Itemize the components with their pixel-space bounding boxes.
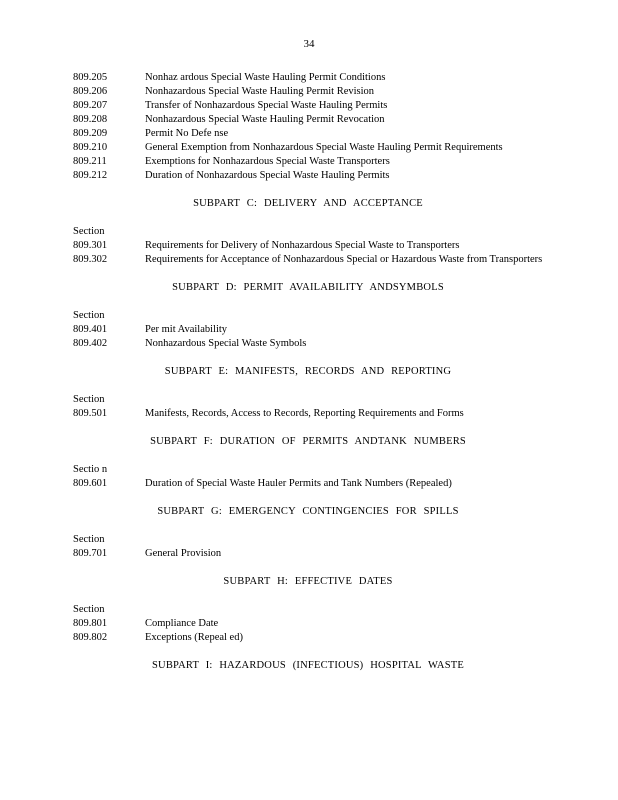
section-label: Sectio n [73, 464, 108, 475]
subpart-heading: SUBPART E: MANIFESTS, RECORDS AND REPORTING [164, 366, 452, 377]
section-number: 809.701 [73, 548, 108, 559]
section-title: Requirements for Acceptance of Nonhazardous Special or Hazardous Waste from Transporters [145, 254, 543, 265]
page-number: 34 [303, 38, 315, 50]
section-title: Nonhazardous Special Waste Hauling Permit Revision [145, 86, 375, 97]
section-title: Permit No Defe nse [145, 128, 229, 139]
section-title: Nonhazardous Special Waste Symbols [145, 338, 307, 349]
table-of-contents [73, 71, 543, 687]
section-number: 809.208 [73, 114, 108, 125]
section-title: Compliance Date [145, 618, 219, 629]
section-group [73, 435, 543, 491]
section-number: 809.801 [73, 618, 108, 629]
section-title: Requirements for Delivery of Nonhazardous Special Waste to Transporters [145, 240, 460, 251]
section-title: Nonhaz ardous Special Waste Hauling Permit Conditions [145, 72, 386, 83]
section-group [73, 365, 543, 421]
toc-entry [73, 239, 543, 253]
toc-entry [73, 337, 543, 351]
section-number: 809.301 [73, 240, 108, 251]
toc-entry [73, 617, 543, 631]
toc-entry [73, 547, 543, 561]
toc-entry [73, 141, 543, 155]
section-number: 809.212 [73, 170, 108, 181]
section-title: Exemptions for Nonhazardous Special Waste Transporters [145, 156, 390, 167]
subpart-heading: SUBPART F: DURATION OF PERMITS ANDTANK NUMBERS [150, 436, 466, 447]
subpart-heading: SUBPART D: PERMIT AVAILABILITY ANDSYMBOLS [172, 282, 444, 293]
section-number: 809.211 [73, 156, 107, 167]
subpart-heading: SUBPART C: DELIVERY AND ACCEPTANCE [193, 198, 423, 209]
section-number: 809.206 [73, 86, 108, 97]
section-title: Exceptions (Repeal ed) [145, 632, 243, 643]
section-title: Manifests, Records, Access to Records, Reporting Requirements and Forms [145, 408, 464, 419]
section-group [73, 575, 543, 645]
toc-entry [73, 113, 543, 127]
section-label: Section [73, 604, 105, 615]
toc-entry [73, 253, 543, 267]
toc-entry [73, 477, 543, 491]
toc-entry [73, 85, 543, 99]
toc-entry [73, 323, 543, 337]
section-title: Nonhazardous Special Waste Hauling Permit Revocation [145, 114, 385, 125]
section-title: General Provision [145, 548, 222, 559]
subpart-heading: SUBPART G: EMERGENCY CONTINGENCIES FOR SPILLS [157, 506, 459, 517]
section-title: Duration of Special Waste Hauler Permits and Tank Numbers (Repealed) [145, 478, 452, 489]
section-label: Section [73, 534, 105, 545]
section-number: 809.207 [73, 100, 108, 111]
section-group [73, 71, 543, 183]
section-number: 809.401 [73, 324, 108, 335]
section-title: Transfer of Nonhazardous Special Waste Hauling Permits [145, 100, 388, 111]
section-title: General Exemption from Nonhazardous Special Waste Hauling Permit Requirements [145, 142, 503, 153]
section-title: Per mit Availability [145, 324, 228, 335]
section-group [73, 659, 543, 673]
section-number: 809.802 [73, 632, 108, 643]
section-title: Duration of Nonhazardous Special Waste Hauling Permits [145, 170, 390, 181]
toc-entry [73, 169, 543, 183]
section-number: 809.210 [73, 142, 108, 153]
section-number: 809.601 [73, 478, 108, 489]
section-group [73, 197, 543, 267]
section-group [73, 281, 543, 351]
toc-entry [73, 155, 543, 169]
toc-entry [73, 631, 543, 645]
section-number: 809.302 [73, 254, 108, 265]
section-label: Section [73, 310, 105, 321]
section-number: 809.501 [73, 408, 108, 419]
toc-entry [73, 99, 543, 113]
toc-entry [73, 407, 543, 421]
section-number: 809.205 [73, 72, 108, 83]
section-label: Section [73, 226, 105, 237]
toc-entry [73, 71, 543, 85]
section-number: 809.402 [73, 338, 108, 349]
subpart-heading: SUBPART I: HAZARDOUS (INFECTIOUS) HOSPITAL WASTE [152, 660, 464, 671]
section-group [73, 505, 543, 561]
section-number: 809.209 [73, 128, 108, 139]
subpart-heading: SUBPART H: EFFECTIVE DATES [223, 576, 393, 587]
toc-entry [73, 127, 543, 141]
section-label: Section [73, 394, 105, 405]
